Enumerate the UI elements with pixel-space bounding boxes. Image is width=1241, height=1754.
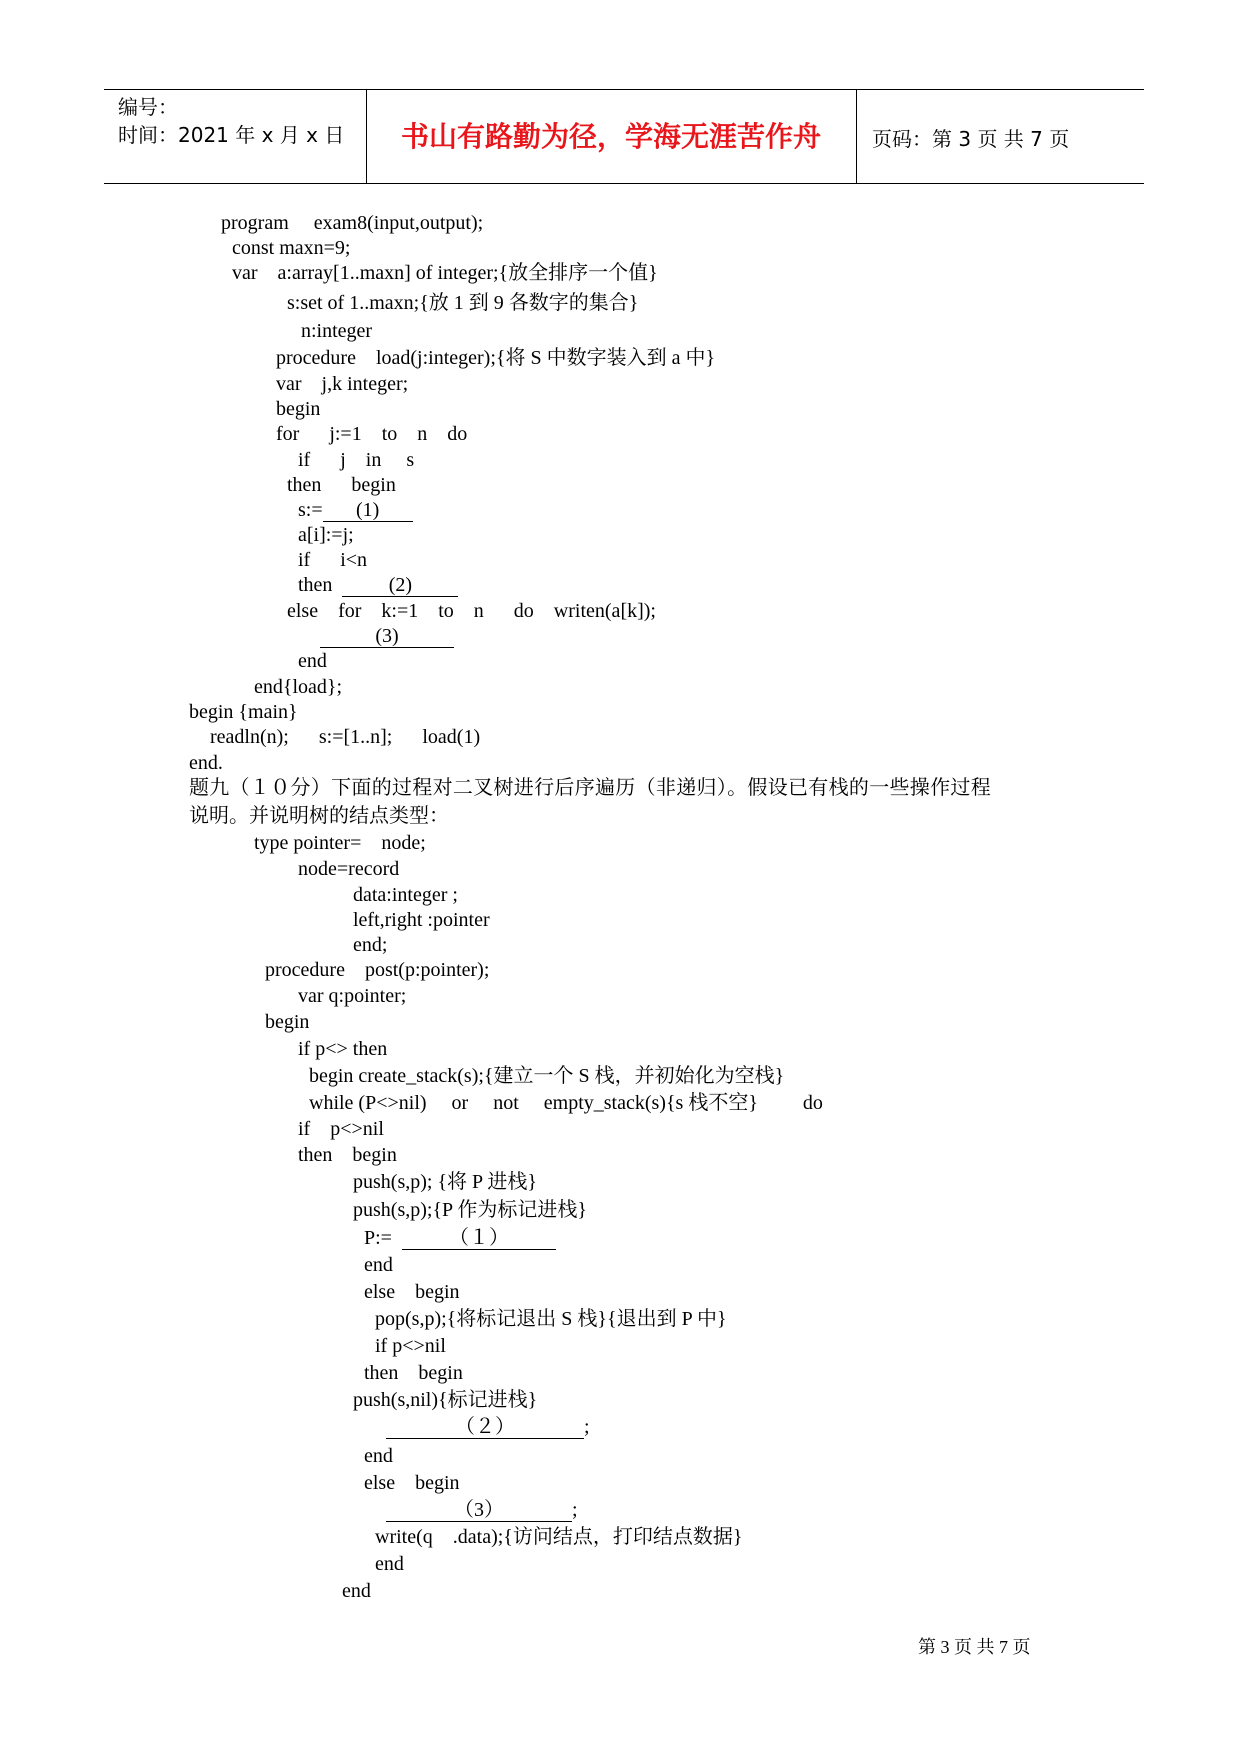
code-line: type pointer= node; (254, 832, 426, 854)
header-page-label: 页码：第 3 页 共 7 页 (872, 127, 1070, 151)
code-line: if p<>nil (375, 1335, 446, 1357)
code-line: data:integer ; (353, 884, 458, 906)
code-line: n:integer (301, 320, 373, 342)
code-line: pop(s,p);{将标记退出 S 栈}{退出到 P 中} (375, 1308, 727, 1330)
code-line: end; (353, 934, 388, 956)
code-line: begin create_stack(s);{建立一个 S 栈，并初始化为空栈} (309, 1065, 785, 1087)
code-line: for j:=1 to n do (276, 423, 468, 445)
code-text: s:= (298, 499, 323, 521)
code-line: end (364, 1254, 393, 1276)
answer-blank-c3: （3） (386, 1500, 572, 1522)
question-text: 题九（１０分）下面的过程对二叉树进行后序遍历（非递归）。假设已有栈的一些操作过程 (189, 777, 991, 799)
page-header (104, 89, 1144, 184)
code-line: push(s,p);{P 作为标记进栈} (353, 1199, 588, 1221)
code-text: then (298, 574, 343, 596)
code-line: left,right :pointer (353, 909, 490, 931)
code-text: ; (584, 1416, 590, 1438)
code-line: end (375, 1553, 404, 1575)
code-line: node=record (298, 858, 400, 880)
code-line: push(s,p); {将 P 进栈} (353, 1171, 538, 1193)
code-line: const maxn=9; (232, 237, 351, 259)
code-line: var q:pointer; (298, 985, 407, 1007)
code-line: if j in s (298, 449, 415, 471)
time-label: 时间：2021 年 x 月 x 日 (118, 123, 345, 147)
code-line: begin (265, 1011, 310, 1033)
code-line: var a:array[1..maxn] of integer;{放全排序一个值} (232, 262, 658, 284)
code-line: else begin (364, 1472, 460, 1494)
code-line: then begin (298, 1144, 397, 1166)
blank-line-c3 (386, 1498, 578, 1523)
header-motto: 书山有路勤为径，学海无涯苦作舟 (400, 120, 821, 153)
code-line: a[i]:=j; (298, 524, 354, 546)
code-line: end (298, 650, 327, 672)
code-text: ; (572, 1499, 578, 1521)
code-line: then begin (287, 474, 396, 496)
code-line: begin {main} (189, 701, 298, 723)
code-line: readln(n); s:=[1..n]; load(1) (210, 726, 481, 748)
code-line: write(q .data);{访问结点，打印结点数据} (375, 1526, 743, 1548)
number-label: 编号： (118, 95, 178, 119)
code-line: else for k:=1 to n do writen(a[k]); (287, 600, 656, 622)
answer-blank-1: (1) (323, 500, 413, 522)
code-line: end (342, 1580, 371, 1602)
code-line: else begin (364, 1281, 460, 1303)
code-line: end (364, 1445, 393, 1467)
code-line: end{load}; (254, 676, 343, 698)
code-line: if p<> then (298, 1038, 388, 1060)
answer-blank-c1: （１） (402, 1228, 556, 1250)
answer-blank-3: (3) (320, 626, 454, 648)
page-footer: 第 3 页 共 7 页 (918, 1637, 1031, 1657)
blank-line-c2 (386, 1415, 590, 1440)
code-line: begin (276, 398, 321, 420)
code-line: then begin (364, 1362, 463, 1384)
code-line: if p<>nil (298, 1118, 384, 1140)
blank-line-3 (320, 624, 454, 649)
code-line: var j,k integer; (276, 373, 409, 395)
blank-line-c1 (364, 1226, 556, 1251)
code-line: program exam8(input,output); (221, 212, 484, 234)
header-divider-right (856, 90, 857, 183)
answer-blank-2: (2) (342, 575, 458, 597)
question-text: 说明。并说明树的结点类型： (189, 805, 449, 827)
code-line: end. (189, 752, 223, 774)
code-line: if i<n (298, 549, 368, 571)
code-line: while (P<>nil) or not empty_stack(s){s 栈不空} do (309, 1092, 823, 1114)
blank-line-1 (298, 498, 413, 523)
code-line: procedure post(p:pointer); (265, 959, 490, 981)
header-meta (118, 93, 344, 149)
blank-line-2 (298, 573, 458, 598)
code-line: push(s,nil){标记进栈} (353, 1389, 538, 1411)
code-line: procedure load(j:integer);{将 S 中数字装入到 a 中} (276, 347, 716, 369)
code-text: P:= (364, 1227, 402, 1249)
code-line: s:set of 1..maxn;{放 1 到 9 各数字的集合} (287, 292, 639, 314)
answer-blank-c2: （２） (386, 1417, 584, 1439)
